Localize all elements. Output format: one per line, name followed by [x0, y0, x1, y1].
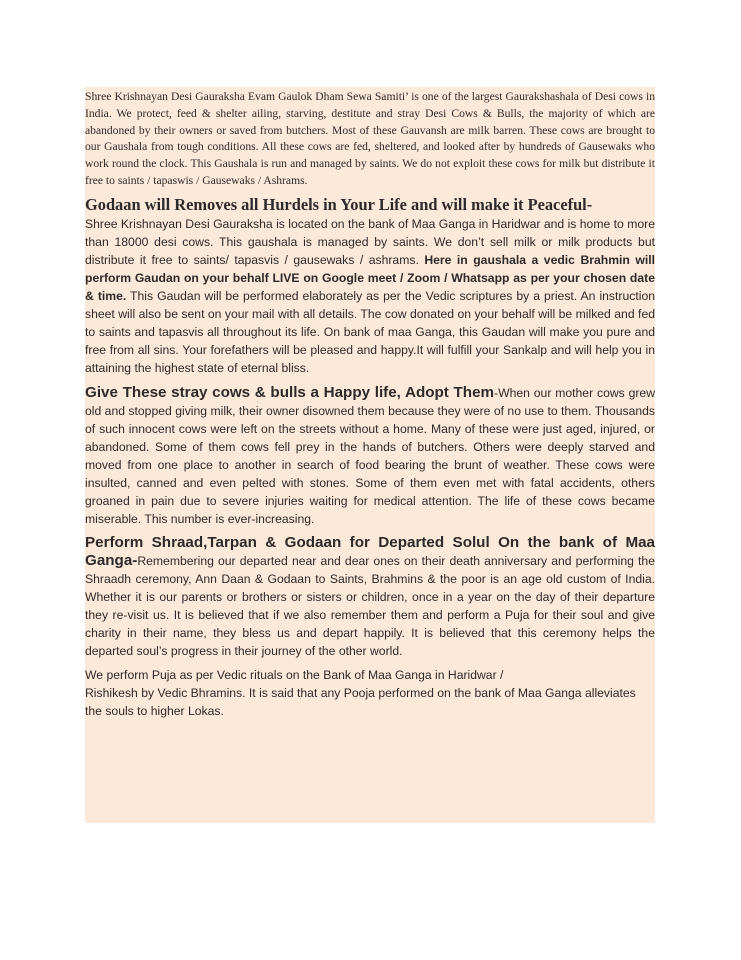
intro-paragraph: Shree Krishnayan Desi Gauraksha Evam Gaulok Dham Sewa Samiti’ is one of the largest Gaurakshashala of Desi cows in India. We protect, feed & shelter ailing, starving, destitute and stray Desi Cows & Bulls, the majority of which are abandoned by their owners or saved from butchers. Most of these Gauvansh are milk barren. These cows are brought to our Gaushala from tough conditions. All these cows are fed, sheltered, and looked after by hundreds of Gausewaks who work round the clock. This Gaushala is run and managed by saints. We do not exploit these cows for milk but distribute it free to saints / tapaswis / Gausewaks / Ashrams.	[85, 90, 655, 187]
godaan-heading: Godaan will Removes all Hurdels in Your Life and will make it Peaceful-	[85, 194, 593, 214]
shraad-paragraph	[85, 534, 655, 660]
shraad-heading: Perform Shraad,Tarpan & Godaan for Departed Solul On the bank of Maa Ganga-	[85, 533, 655, 569]
godaan-text-after: This Gaudan will be performed elaborately as per the Vedic scriptures by a priest. An instruction sheet will also be sent on your mail with all details. The cow donated on your behalf will be milked and fed to saints and tapasvis all throughout its life. On bank of maa Ganga, this Gaudan will make you pure and free from all sins. Your forefathers will be pleased and happy.It will fulfill your Sankalp and will help you in attaining the highest state of eternal bliss.	[85, 288, 655, 375]
shraad-text: Remembering our departed near and dear ones on their death anniversary and performing the Shraadh ceremony, Ann Daan & Godaan to Saints, Brahmins & the poor is an age old custom of India. Whether it is our parents or brothers or sisters or children, once in a year on the day of their departure they re-visit us. It is believed that if we also remember them and perform a Puja for their soul and give charity in their name, they bless us and depart happily. It is believed that this ceremony helps the departed soul’s progress in their journey of the other world.	[85, 553, 655, 658]
puja-section	[85, 666, 655, 720]
adopt-heading: Give These stray cows & bulls a Happy life, Adopt Them	[85, 383, 495, 401]
content-block	[85, 87, 655, 823]
adopt-section	[85, 384, 655, 528]
puja-line-1: We perform Puja as per Vedic rituals on the Bank of Maa Ganga in Haridwar /	[85, 667, 504, 682]
puja-paragraph	[85, 666, 655, 720]
shraad-section	[85, 534, 655, 660]
puja-line-2: Rishikesh by Vedic Bhramins. It is said that any Pooja performed on the bank of Maa Ganga alleviates the souls to higher Lokas.	[85, 685, 636, 718]
adopt-text: -When our mother cows grew old and stopped giving milk, their owner disowned them because they were of no use to them. Thousands of such innocent cows were left on the streets without a home. Many of these were just aged, injured, or abandoned. Some of them cows fell prey in the hands of butchers. Others were deeply starved and moved from one place to another in search of food bearing the brunt of weather. These cows were insulted, canned and even pelted with stones. Some of them even met with fatal accidents, others groaned in pain due to severe injuries waiting for medical attention. The life of these cows became miserable. This number is ever-increasing.	[85, 385, 655, 526]
godaan-paragraph	[85, 196, 655, 377]
godaan-text-before: Shree Krishnayan Desi Gauraksha is located on the bank of Maa Ganga in Haridwar and is home to more than 18000 desi cows. This gaushala is managed by saints. We don’t sell milk or milk products but distribute it free to saints/ tapasvis / gausewaks / ashrams.	[85, 216, 655, 267]
adopt-paragraph	[85, 384, 655, 528]
godaan-bold-text: Here in gaushala a vedic Brahmin will perform Gaudan on your behalf LIVE on Google meet / Zoom / Whatsapp as per your chosen date & time.	[85, 252, 655, 303]
godaan-section	[85, 196, 655, 377]
